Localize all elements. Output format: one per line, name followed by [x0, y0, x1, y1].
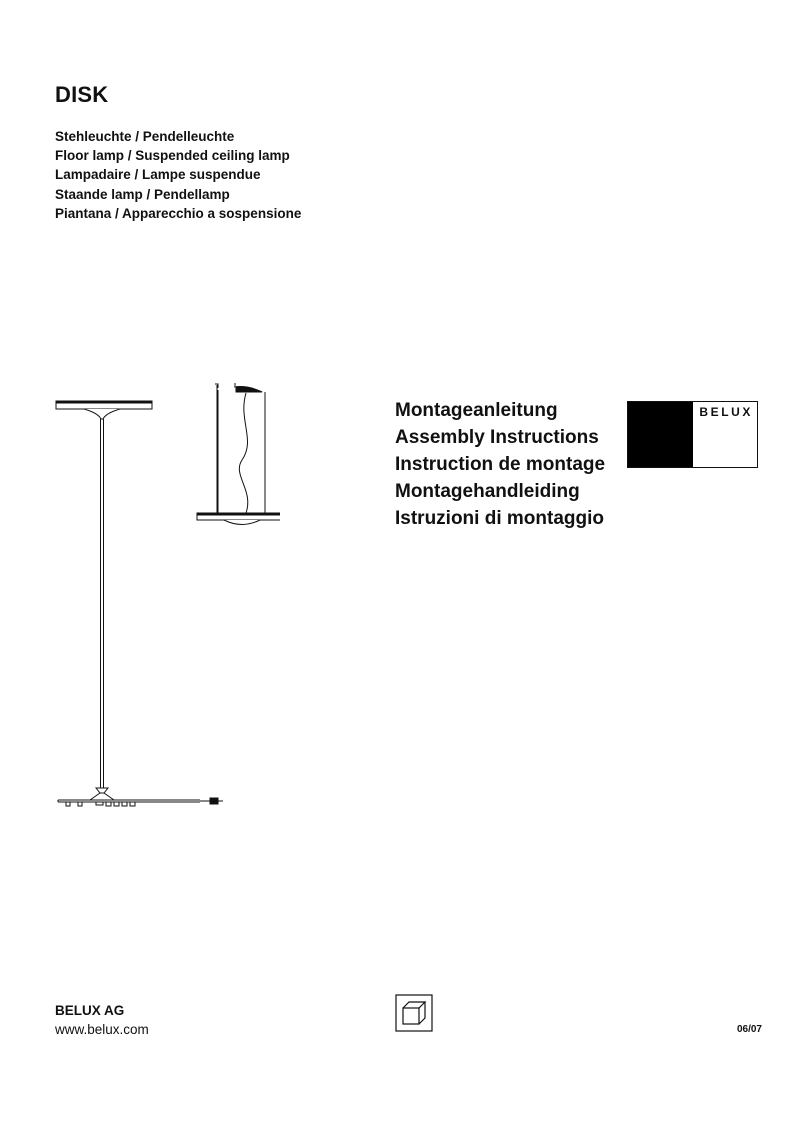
description-en: Floor lamp / Suspended ceiling lamp: [55, 148, 290, 164]
heading-it: Istruzioni di montaggio: [395, 508, 604, 529]
description-de: Stehleuchte / Pendelleuchte: [55, 129, 235, 144]
description-nl: Staande lamp / Pendellamp: [55, 186, 230, 202]
assembly-instruction-headings: [395, 397, 605, 532]
description-it: Piantana / Apparecchio a sospensione: [55, 205, 302, 221]
heading-fr: Instruction de montage: [395, 454, 606, 475]
product-title: DISK: [55, 82, 109, 107]
heading-en: Assembly Instructions: [395, 427, 599, 448]
belux-logo: [627, 401, 758, 468]
document-date: 06/07: [736, 1024, 762, 1035]
company-website: www.belux.com: [55, 1022, 149, 1037]
logo-wordmark: BELUX: [699, 405, 753, 419]
package-box-icon: [395, 994, 433, 1032]
description-fr: Lampadaire / Lampe suspendue: [55, 167, 261, 183]
heading-nl: Montagehandleiding: [395, 481, 580, 502]
product-descriptions: [55, 127, 301, 223]
heading-de: Montageanleitung: [395, 400, 558, 421]
pendant-lamp-drawing: [190, 380, 280, 530]
company-name: BELUX AG: [55, 1003, 125, 1018]
logo-black-square: [628, 402, 693, 467]
